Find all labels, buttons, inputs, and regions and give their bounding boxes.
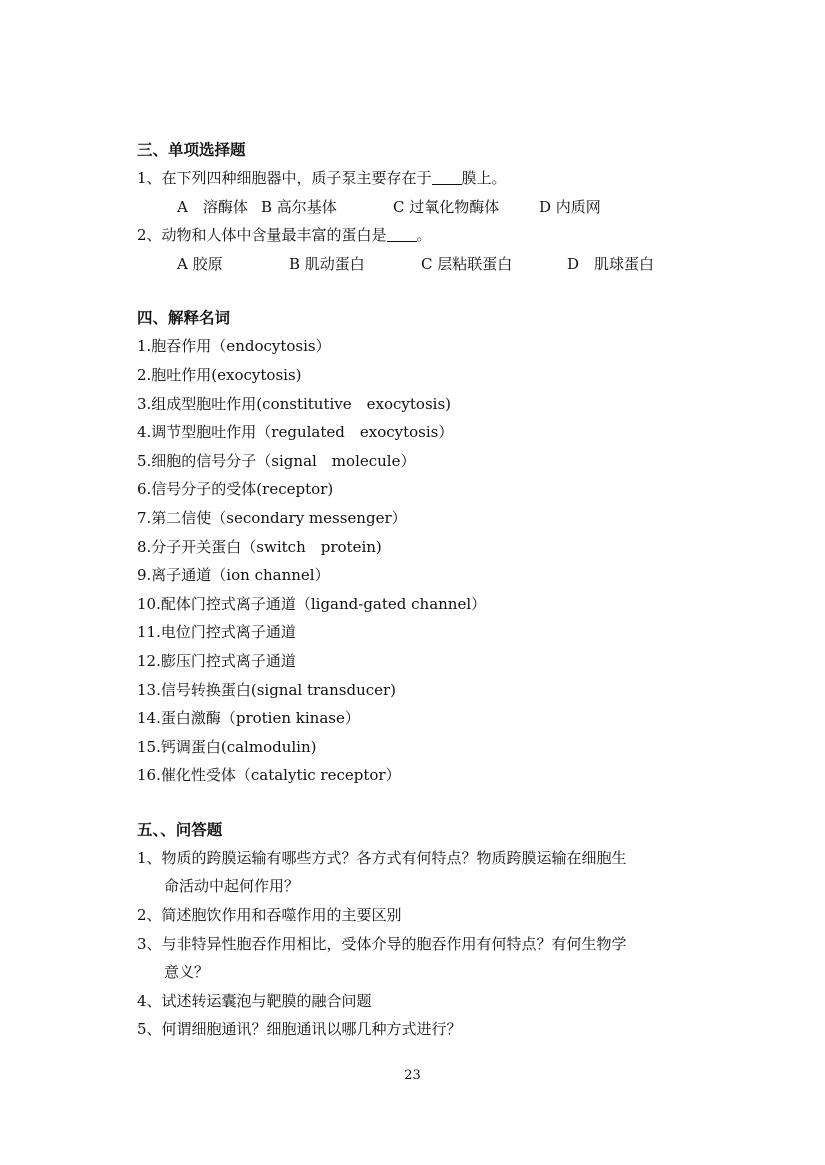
question-item-continuation: 意义？ <box>164 963 210 982</box>
term-item: 3.组成型胞吐作用(constitutive exocytosis) <box>137 394 451 413</box>
term-item: 4.调节型胞吐作用（regulated exocytosis） <box>137 423 454 442</box>
section-heading-questions: 五、、问答题 <box>137 819 223 839</box>
term-item: 10.配体门控式离子通道（ligand-gated channel） <box>137 594 487 613</box>
term-item: 12.膨压门控式离子通道 <box>137 651 296 670</box>
question-2-stem <box>137 221 717 250</box>
question-item: 1、物质的跨膜运输有哪些方式？各方式有何特点？物质跨膜运输在细胞生 <box>137 848 627 867</box>
answer-blank <box>387 225 417 242</box>
option-b: B 高尔基体 <box>261 197 337 216</box>
question-1-text: 1、在下列四种细胞器中，质子泵主要存在于 <box>137 169 432 187</box>
page-number: 23 <box>404 1068 421 1083</box>
term-item: 6.信号分子的受体(receptor) <box>137 480 334 499</box>
question-item: 4、试述转运囊泡与靶膜的融合问题 <box>137 991 372 1010</box>
question-1-options <box>137 193 717 222</box>
term-item: 11.电位门控式离子通道 <box>137 623 296 642</box>
question-item: 2、简述胞饮作用和吞噬作用的主要区别 <box>137 906 402 925</box>
term-item: 15.钙调蛋白(calmodulin) <box>137 737 317 756</box>
term-item: 8.分子开关蛋白（switch protein) <box>137 537 382 556</box>
question-2-text-end: 。 <box>416 226 432 245</box>
question-item-continuation: 命活动中起何作用？ <box>164 877 300 896</box>
question-list <box>137 844 717 1044</box>
page-content <box>137 136 717 1044</box>
question-item: 3、与非特异性胞吞作用相比，受体介导的胞吞作用有何特点？有何生物学 <box>137 934 627 953</box>
question-1-stem <box>137 164 717 193</box>
answer-blank <box>432 168 462 185</box>
option-a: A 溶酶体 <box>177 197 248 216</box>
term-item: 5.细胞的信号分子（signal molecule） <box>137 451 416 470</box>
option-c: C 层粘联蛋白 <box>421 254 513 273</box>
term-list <box>137 332 717 790</box>
term-item: 16.催化性受体（catalytic receptor） <box>137 766 401 785</box>
term-item: 13.信号转换蛋白(signal transducer) <box>137 680 397 699</box>
question-2-options <box>137 250 717 279</box>
term-item: 7.第二信使（secondary messenger） <box>137 508 407 527</box>
section-heading-multiple-choice: 三、单项选择题 <box>137 140 246 159</box>
option-a: A 胶原 <box>177 254 223 273</box>
question-1-text-end: 膜上。 <box>461 169 507 187</box>
option-c: C 过氧化物酶体 <box>393 197 500 216</box>
option-d: D 内质网 <box>539 197 601 216</box>
term-item: 9.离子通道（ion channel） <box>137 566 330 585</box>
term-item: 1.胞吞作用（endocytosis） <box>137 337 331 356</box>
option-d: D 肌球蛋白 <box>567 254 655 273</box>
question-2-text: 2、动物和人体中含量最丰富的蛋白是 <box>137 226 387 245</box>
term-item: 14.蛋白激酶（protien kinase） <box>137 709 360 728</box>
section-heading-definitions: 四、解释名词 <box>137 308 231 328</box>
term-item: 2.胞吐作用(exocytosis) <box>137 365 302 384</box>
question-item: 5、何谓细胞通讯？细胞通讯以哪几种方式进行？ <box>137 1020 462 1039</box>
option-b: B 肌动蛋白 <box>289 254 365 273</box>
